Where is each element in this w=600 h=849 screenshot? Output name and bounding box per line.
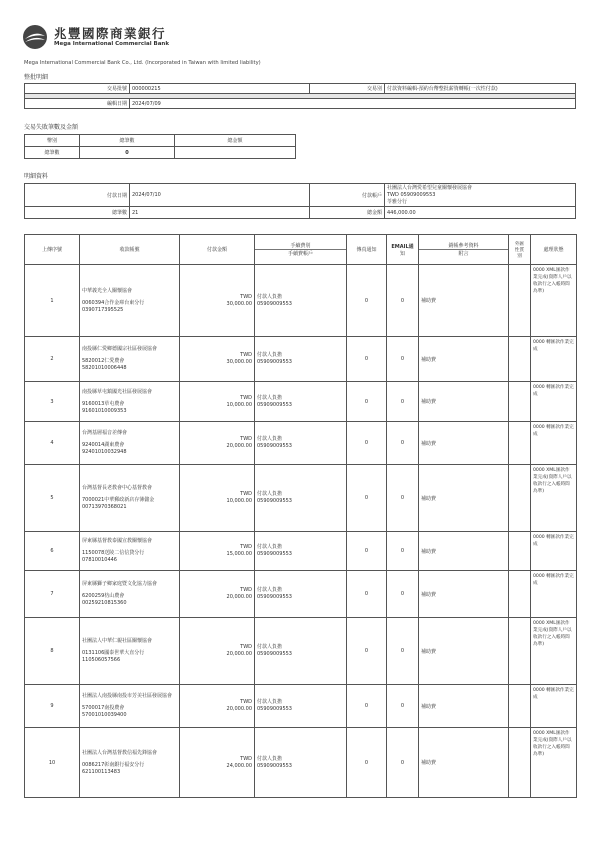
email-notice: 0 — [387, 465, 419, 532]
table-row — [25, 532, 577, 571]
payee-acct: 92401010032948 — [82, 449, 127, 455]
payee-bank: 9240014湖東農會 — [82, 442, 125, 448]
payee-name: 社團法人台灣基督教信福先鋒協會 — [82, 749, 158, 756]
table-row — [25, 685, 577, 728]
memo: 補助費 — [419, 618, 509, 685]
row-seq: 1 — [25, 265, 80, 337]
fee-acct: 05909009553 — [257, 594, 292, 600]
col-payee: 收款帳號 — [80, 235, 180, 265]
fee-type: 付款人負擔 — [257, 352, 283, 358]
row-currency: TWD — [240, 699, 252, 705]
payee-bank: 0086217彰南銀行福安分行 — [82, 761, 145, 768]
payee-name: 南投縣草屯鎮國光社區發展協會 — [82, 388, 153, 395]
row-amount: 20,000.00 — [226, 706, 252, 712]
payee-name: 南投縣仁愛鄉德國宗社區發展協會 — [82, 346, 158, 352]
row-amount: 30,000.00 — [226, 300, 252, 307]
fee-acct: 05909009553 — [257, 551, 292, 557]
fx-type — [509, 382, 531, 422]
col-fx-3: 別 — [517, 253, 522, 259]
txn-no: 000000215 — [130, 84, 310, 94]
col-fax: 傳真通知 — [347, 235, 387, 265]
row-amount: 10,000.00 — [226, 401, 252, 408]
table-row — [25, 465, 577, 532]
payee-bank: 6200259枋山農會 — [82, 593, 125, 599]
row-seq: 8 — [25, 618, 80, 685]
row-seq: 3 — [25, 382, 80, 422]
col-fx-2: 性質 — [514, 247, 525, 253]
col-memo: 銷帳參考資料 — [448, 243, 479, 249]
failed-table — [24, 134, 296, 159]
email-notice: 0 — [387, 532, 419, 571]
row-currency: TWD — [240, 491, 252, 497]
fee-type: 付款人負擔 — [257, 755, 283, 762]
fail-currency-header: 幣別 — [25, 135, 80, 147]
fx-type — [509, 571, 531, 618]
pay-acct-branch: 苓雅分行 — [387, 198, 408, 205]
detail-summary-table — [24, 183, 576, 219]
bank-logo — [22, 24, 169, 50]
row-currency: TWD — [240, 587, 252, 593]
memo: 補助費 — [419, 382, 509, 422]
process-status: 0000 XML匯款作業完成(資際人戶以收款行之入帳時間為準) — [531, 465, 577, 532]
fax-notice: 0 — [347, 532, 387, 571]
payee-acct: 57001010039400 — [82, 712, 127, 718]
col-memo-note: 附言 — [419, 249, 508, 257]
edit-date: 2024/07/09 — [130, 99, 576, 109]
fee-type: 付款人負擔 — [257, 699, 283, 705]
row-amount: 20,000.00 — [226, 594, 252, 600]
payee-acct: 58201010006448 — [82, 365, 127, 371]
row-currency: TWD — [240, 436, 252, 442]
table-row — [25, 382, 577, 422]
email-notice: 0 — [387, 728, 419, 798]
payee-name: 台灣基層福音差傳會 — [82, 430, 128, 436]
bank-name-cn: 兆豐國際商業銀行 — [54, 25, 167, 41]
payee-acct: 0390717395525 — [82, 306, 124, 313]
row-currency: TWD — [240, 352, 252, 358]
fx-type — [509, 618, 531, 685]
fee-type: 付款人負擔 — [257, 644, 283, 650]
fee-type: 付款人負擔 — [257, 491, 283, 497]
process-status: 0000 轉匯款作業完成 — [531, 571, 577, 618]
process-status: 0000 轉匯款作業完成 — [531, 685, 577, 728]
txn-type: 付款資料編輯-預約台幣整批薪資轉帳(一次性付款) — [385, 84, 576, 94]
fee-acct: 05909009553 — [257, 762, 292, 769]
memo: 補助費 — [419, 532, 509, 571]
row-amount: 10,000.00 — [226, 498, 252, 504]
bank-name-en: Mega International Commercial Bank — [54, 40, 170, 47]
payee-bank: 5700017南投農會 — [82, 705, 125, 711]
payee-bank: 1150078送陵二信信貸分行 — [82, 550, 145, 556]
fax-notice: 0 — [347, 618, 387, 685]
fax-notice: 0 — [347, 382, 387, 422]
payee-bank: 9160013草屯農會 — [82, 400, 125, 407]
fail-amount-header: 總金額 — [175, 135, 296, 147]
row-amount: 20,000.00 — [226, 443, 252, 449]
payee-acct: 621100113483 — [82, 768, 121, 775]
payee-bank: 0060394合作金庫台東分行 — [82, 299, 145, 306]
table-row — [25, 618, 577, 685]
row-seq: 4 — [25, 422, 80, 465]
table-row — [25, 337, 577, 382]
fax-notice: 0 — [347, 337, 387, 382]
payee-name: 社團法人南投縣南投市芳美社區發展協會 — [82, 693, 173, 699]
fx-type — [509, 532, 531, 571]
fee-acct: 05909009553 — [257, 706, 292, 712]
fax-notice: 0 — [347, 265, 387, 337]
row-currency: TWD — [240, 394, 252, 401]
process-status: 0000 XML匯款作業完成(資際人戶以收款行之入帳時間為準) — [531, 728, 577, 798]
total-count: 21 — [130, 207, 310, 219]
fx-type — [509, 685, 531, 728]
payee-acct: 91601010009353 — [82, 407, 127, 414]
table-row — [25, 728, 577, 798]
row-currency: TWD — [240, 755, 252, 762]
fee-type: 付款人負擔 — [257, 394, 283, 401]
pay-acct-label: 付款帳戶 — [310, 184, 385, 207]
txn-no-label: 交易批號 — [25, 84, 130, 94]
fee-acct: 05909009553 — [257, 443, 292, 449]
fx-type — [509, 422, 531, 465]
memo: 補助費 — [419, 337, 509, 382]
process-status: 0000 轉匯款作業完成 — [531, 382, 577, 422]
row-seq: 2 — [25, 337, 80, 382]
fx-type — [509, 265, 531, 337]
payee-bank: 5820012仁愛農會 — [82, 358, 125, 364]
fee-acct: 05909009553 — [257, 498, 292, 504]
col-email-2: 知 — [399, 250, 405, 257]
total-amount-label: 總金額 — [310, 207, 385, 219]
process-status: 0000 轉匯款作業完成 — [531, 532, 577, 571]
payee-bank: 0131106國泰世華大直分行 — [82, 650, 145, 656]
row-seq: 6 — [25, 532, 80, 571]
memo: 補助費 — [419, 265, 509, 337]
process-status: 0000 轉匯款作業完成 — [531, 422, 577, 465]
memo: 補助費 — [419, 728, 509, 798]
fee-acct: 05909009553 — [257, 300, 292, 307]
fax-notice: 0 — [347, 422, 387, 465]
fee-type: 付款人負擔 — [257, 544, 283, 550]
row-amount: 24,000.00 — [226, 762, 252, 769]
payee-name: 社團法人中華仁親社區關懷協會 — [82, 638, 153, 644]
row-seq: 7 — [25, 571, 80, 618]
pay-date-label: 付款日期 — [25, 184, 130, 207]
fx-type — [509, 465, 531, 532]
fee-acct: 05909009553 — [257, 359, 292, 365]
batch-info-table — [24, 83, 576, 109]
payee-name: 屏東縣基督教泰國宣教關懷協會 — [82, 538, 153, 544]
payee-bank: 7000021中華郵政新店存簿儲金 — [82, 497, 155, 503]
payee-acct: 110506057566 — [82, 657, 121, 663]
fail-count-header: 總筆數 — [80, 135, 175, 147]
fax-notice: 0 — [347, 685, 387, 728]
row-currency: TWD — [240, 644, 252, 650]
col-fx-1: 外匯 — [514, 241, 525, 247]
col-seq: 上傳序號 — [25, 235, 80, 265]
email-notice: 0 — [387, 337, 419, 382]
row-seq: 10 — [25, 728, 80, 798]
payee-name: 台灣基督長老教會中心基督教會 — [82, 485, 153, 491]
transfer-rows — [25, 265, 577, 798]
col-email: EMAIL通 — [391, 243, 414, 250]
fail-count: 0 — [80, 147, 175, 159]
total-count-label: 總筆數 — [25, 207, 130, 219]
fee-acct: 05909009553 — [257, 651, 292, 657]
payee-name: 屏東縣獅子鄉家庭暨文化協力協會 — [82, 581, 158, 587]
fax-notice: 0 — [347, 728, 387, 798]
fee-type: 付款人負擔 — [257, 436, 283, 442]
row-currency: TWD — [240, 293, 252, 300]
payee-name: 中華義光全人關懷協會 — [82, 287, 133, 294]
fax-notice: 0 — [347, 465, 387, 532]
row-amount: 20,000.00 — [226, 651, 252, 657]
table-row — [25, 571, 577, 618]
email-notice: 0 — [387, 265, 419, 337]
section-batch: 整批明細 — [24, 74, 49, 81]
memo: 補助費 — [419, 571, 509, 618]
process-status: 0000 XML匯款作業完成(資際人戶以收款行之入帳時間為準) — [531, 265, 577, 337]
email-notice: 0 — [387, 685, 419, 728]
transfer-table — [24, 234, 577, 798]
process-status: 0000 XML匯款作業完成(資際人戶以收款行之入帳時間為準) — [531, 618, 577, 685]
fail-count-label: 總筆數 — [25, 147, 80, 159]
payee-acct: 00713970368021 — [82, 504, 127, 510]
fax-notice: 0 — [347, 571, 387, 618]
process-status: 0000 轉匯款作業完成 — [531, 337, 577, 382]
section-detail: 明細資料 — [24, 173, 49, 180]
fee-acct: 05909009553 — [257, 401, 292, 408]
row-currency: TWD — [240, 544, 252, 550]
table-row — [25, 422, 577, 465]
row-seq: 9 — [25, 685, 80, 728]
email-notice: 0 — [387, 422, 419, 465]
email-notice: 0 — [387, 618, 419, 685]
mega-bank-logo-icon — [22, 24, 48, 50]
table-row — [25, 265, 577, 337]
memo: 補助費 — [419, 685, 509, 728]
col-status: 處理狀態 — [531, 235, 577, 265]
txn-type-label: 交易別 — [310, 84, 385, 94]
col-fee-acct: 手續費帳戶 — [255, 249, 346, 257]
col-amount: 付款金額 — [180, 235, 255, 265]
memo: 補助費 — [419, 465, 509, 532]
edit-date-label: 編輯日期 — [25, 99, 130, 109]
fx-type — [509, 337, 531, 382]
fee-type: 付款人負擔 — [257, 293, 283, 300]
company-line: Mega International Commercial Bank Co., Ltd. (Incorporated in Taiwan with limited liability) — [24, 60, 261, 66]
payee-acct: 00259210815360 — [82, 600, 127, 606]
row-amount: 15,000.00 — [226, 551, 252, 557]
pay-date: 2024/07/10 — [130, 184, 310, 207]
fx-type — [509, 728, 531, 798]
pay-acct-name: 社團法人台灣愛希望兒童關懷發展協會 — [387, 184, 473, 191]
memo: 補助費 — [419, 422, 509, 465]
section-failed: 交易失敗筆數及金額 — [24, 124, 79, 131]
row-amount: 30,000.00 — [226, 359, 252, 365]
payee-acct: 07810010446 — [82, 557, 117, 563]
email-notice: 0 — [387, 382, 419, 422]
email-notice: 0 — [387, 571, 419, 618]
total-amount: 446,000.00 — [385, 207, 576, 219]
row-seq: 5 — [25, 465, 80, 532]
pay-acct-no: TWD 05909009553 — [387, 191, 436, 198]
col-fee-type: 手續費別 — [290, 243, 311, 249]
fee-type: 付款人負擔 — [257, 587, 283, 593]
